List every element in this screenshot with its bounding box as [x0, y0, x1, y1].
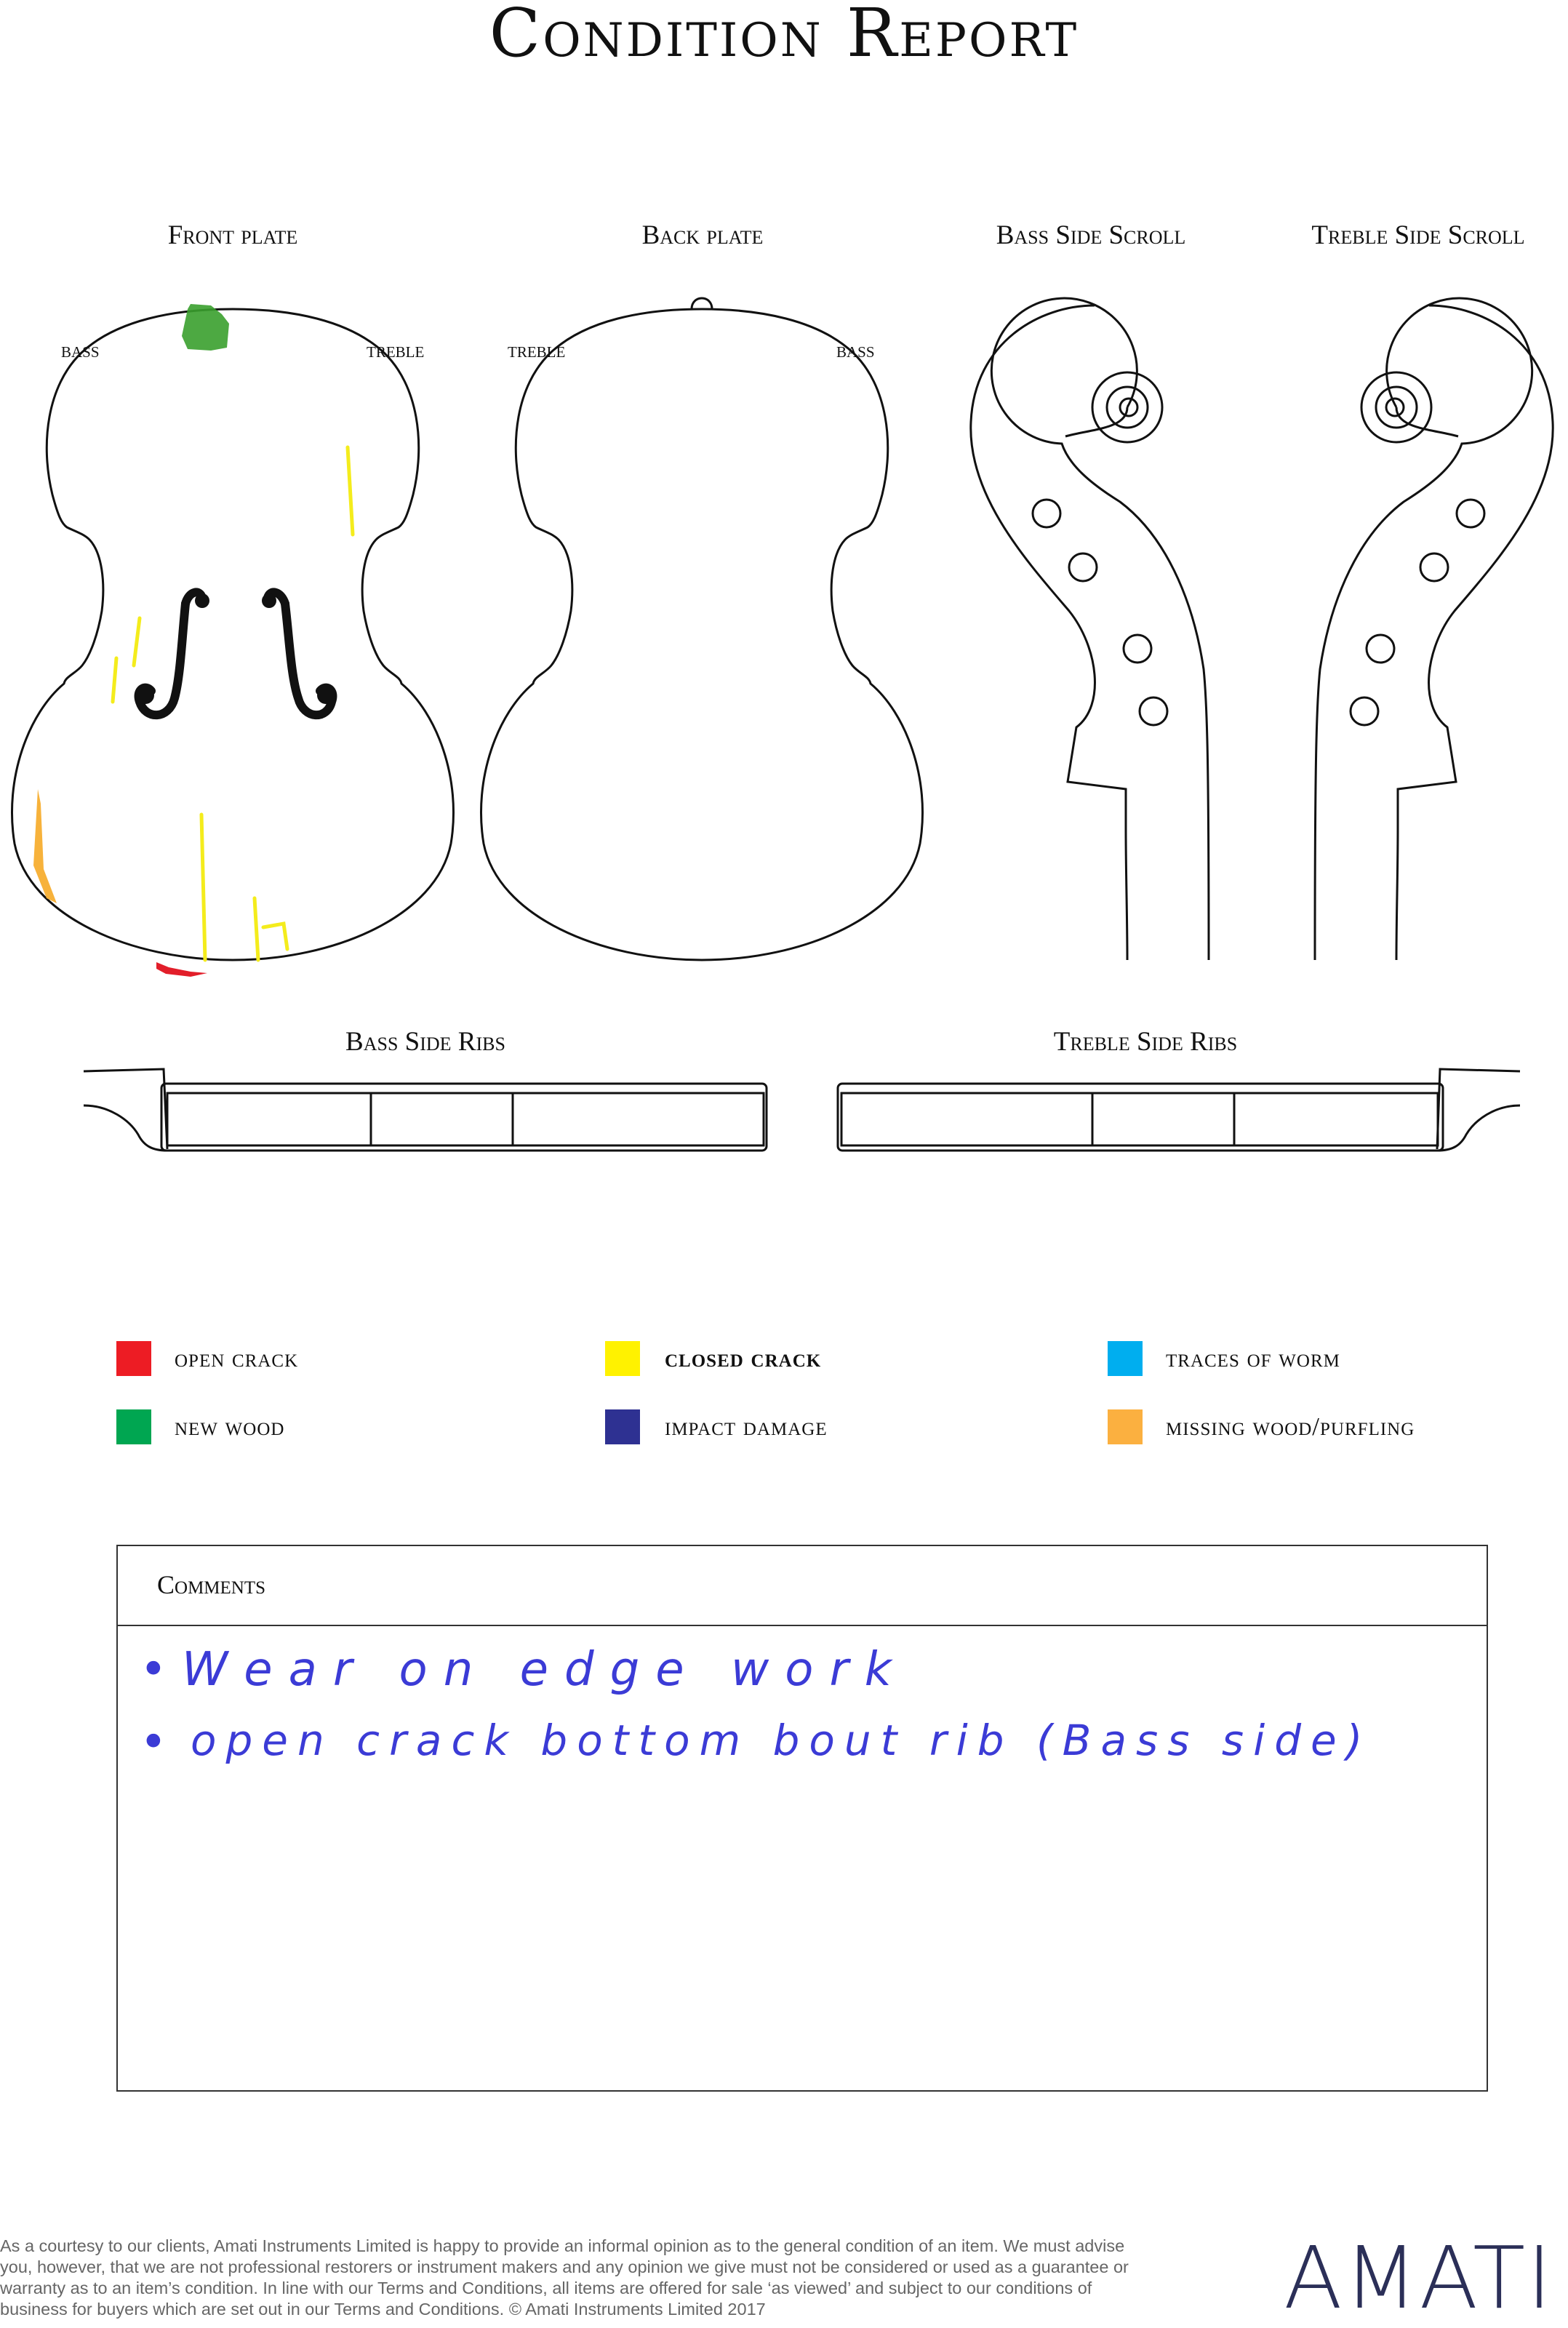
comments-header: [118, 1546, 1487, 1626]
bass-side-scroll-label: Bass Side Scroll: [996, 220, 1186, 250]
amati-logo: AMATI: [1284, 2228, 1553, 2328]
legend-swatch-open-crack: [116, 1341, 151, 1376]
legend-label-open-crack: open crack: [175, 1344, 299, 1372]
legend-label-traces-of-worm: traces of worm: [1166, 1344, 1340, 1372]
treble-side-scroll-label: Treble Side Scroll: [1311, 220, 1525, 250]
legend-label-new-wood: new wood: [175, 1412, 285, 1441]
bass-side-ribs-label: Bass Side Ribs: [345, 1027, 505, 1057]
legend-swatch-missing-wood: [1108, 1409, 1143, 1444]
page-title: Condition Report: [489, 0, 1079, 72]
legend-swatch-closed-crack: [605, 1341, 640, 1376]
f-hole-bass: [137, 592, 209, 715]
comment-bullet-2: •: [140, 1716, 183, 1769]
comments-heading: Comments: [157, 1570, 266, 1599]
back-bass-side-label: BASS: [836, 343, 875, 361]
missing-wood-marking: [33, 789, 57, 903]
open-crack-marking: [156, 962, 207, 977]
legend-label-impact-damage: impact damage: [665, 1412, 828, 1441]
back-treble-side-label: TREBLE: [508, 343, 566, 361]
back-plate-label: Back plate: [641, 220, 764, 250]
f-hole-treble: [262, 592, 335, 715]
legend-label-missing-wood: missing wood/purfling: [1166, 1412, 1415, 1441]
closed-crack-markings: [113, 447, 353, 960]
legend-swatch-traces-of-worm: [1108, 1341, 1143, 1376]
legend-label-closed-crack: closed crack: [665, 1344, 822, 1372]
legend-swatch-impact-damage: [605, 1409, 640, 1444]
treble-side-ribs-label: Treble Side Ribs: [1053, 1027, 1238, 1057]
front-plate-label: Front plate: [167, 220, 298, 250]
comment-line-2: open crack bottom bout rib (Bass side): [191, 1716, 1372, 1765]
front-bass-side-label: BASS: [61, 343, 100, 361]
disclaimer-text: As a courtesy to our clients, Amati Instruments Limited is happy to provide an informal opinion as to the general condition of an item. We must advise you, however, that we are not professional restorers or instrument makers and any opinion we give must not be considered or used as a guarantee or warranty as to an item’s condition. In line with our Terms and Conditions, all items are offered for sale ‘as viewed’ and subject to our conditions of business for buyers which are set out in our Terms and Conditions. © Amati Instruments Limited 2017: [0, 2236, 1129, 2319]
comment-bullet-1: •: [140, 1643, 183, 1697]
treble-side-ribs-outline: [838, 1069, 1520, 1151]
back-plate-outline: [481, 298, 922, 960]
bass-side-scroll-outline: [971, 298, 1209, 960]
treble-side-scroll-outline: [1315, 298, 1553, 960]
legend-swatch-new-wood: [116, 1409, 151, 1444]
comments-box[interactable]: [116, 1545, 1488, 2092]
bass-side-ribs-outline: [84, 1069, 767, 1151]
comment-line-1: Wear on edge work: [182, 1643, 908, 1697]
front-plate-outline: [12, 309, 453, 960]
front-treble-side-label: TREBLE: [367, 343, 425, 361]
new-wood-marking: [182, 304, 229, 351]
